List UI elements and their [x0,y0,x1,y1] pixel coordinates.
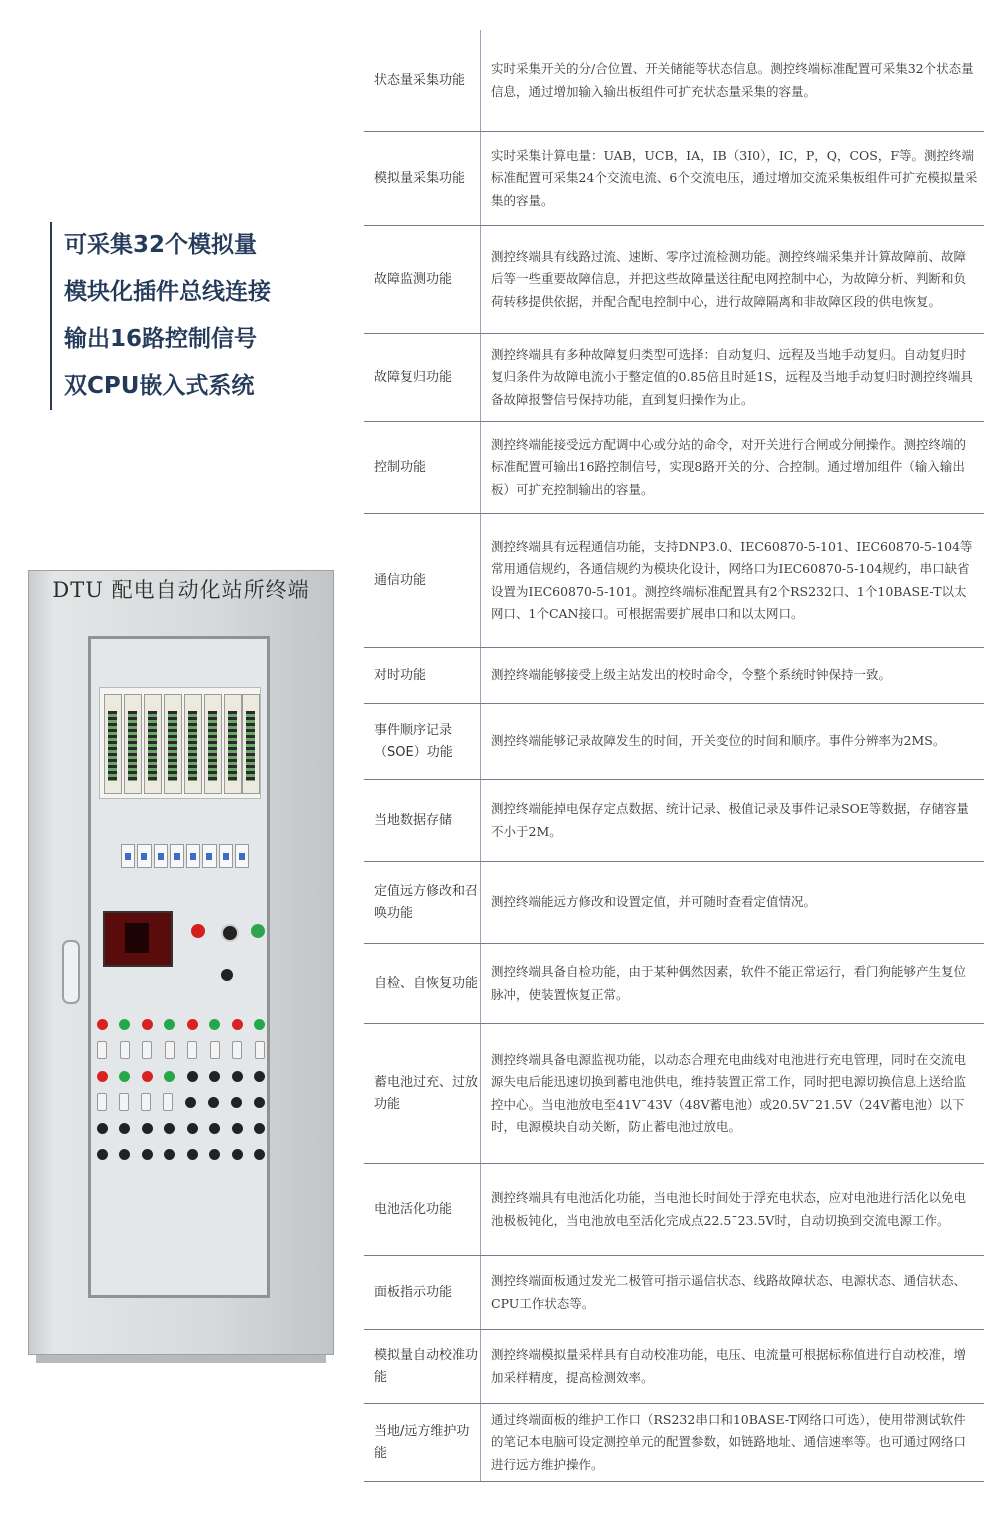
function-label: 故障复归功能 [374,369,453,385]
table-row [364,1330,984,1404]
function-label: 状态量采集功能 [374,72,466,88]
function-desc: 测控终端具备自检功能，由于某种偶然因素，软件不能正常运行，看门狗能够产生复位脉冲，使装置恢复正常。 [491,964,967,1002]
selector-switch-icon [221,924,239,942]
table-row [364,334,984,422]
cabinet-base [36,1355,326,1363]
function-label: 定值远方修改和召唤功能 [374,883,479,921]
feature-list [50,222,271,410]
table-row [364,1164,984,1256]
breaker-row [121,844,249,868]
function-desc: 测控终端具有线路过流、速断、零序过流检测功能。测控终端采集并计算故障前、故障后等一些重要故障信息，并把这些故障量送往配电网控制中心，为故障分析、判断和负荷转移提供依据，并配合配电控制中心，进行故障隔离和非故障区段的供电恢复。 [491,248,967,309]
table-row [364,30,984,132]
feature-item: 模块化插件总线连接 [64,279,271,305]
function-desc: 测控终端具有电池活化功能，当电池长时间处于浮充电状态，应对电池进行活化以免电池极板钝化，当电池放电至活化完成点22.5¯23.5V时，自动切换到交流电源工作。 [491,1190,967,1228]
table-row [364,422,984,514]
feature-item: 可采集32个模拟量 [64,232,258,258]
control-button-grid [97,1011,265,1167]
terminal-rack [99,687,261,799]
function-desc: 测控终端具有远程通信功能，支持DNP3.0、IEC60870-5-101、IEC60870-5-104等常用通信规约，各通信规约为模块化设计，网络口为IEC60870-5-104规约，串口缺省设置为IEC60870-5-101。测控终端标准配置具有2个RS232口、1个10BASE-T以太网口、1个CAN接口。可根据需要扩展串口和以太网口。 [491,538,973,621]
green-indicator-icon [251,924,265,938]
table-row [364,780,984,862]
function-label: 电池活化功能 [374,1201,453,1217]
door-handle [62,940,80,1004]
feature-item: 输出16路控制信号 [64,326,258,352]
table-row [364,704,984,780]
table-row [364,132,984,226]
table-row [364,514,984,648]
function-label: 对时功能 [374,667,427,683]
cabinet-window [88,636,270,1298]
function-label: 模拟量采集功能 [374,170,466,186]
function-desc: 测控终端能远方修改和设置定值，并可随时查看定值情况。 [491,894,817,910]
function-desc: 测控终端能掉电保存定点数据、统计记录、极值记录及事件记录SOE等数据，存储容量不小于2M。 [491,801,969,839]
table-row [364,1404,984,1482]
function-desc: 测控终端具备电源监视功能，以动态合理充电曲线对电池进行充电管理，同时在交流电源失电后能迅速切换到蓄电池供电，维持装置正常工作，同时把电源切换信息上送给监控中心。当电池放电至41V¯43V（48V蓄电池）或20.5V¯21.5V（24V蓄电池）以下时，电源模块自动关断，防止蓄电池过放电。 [491,1051,967,1134]
function-desc: 通过终端面板的维护工作口（RS232串口和10BASE-T网络口可选），使用带测试软件的笔记本电脑可设定测控单元的配置参数，如链路地址、通信速率等。也可通过网络口进行远方维护操作。 [491,1411,967,1472]
red-indicator-icon [191,924,205,938]
function-label: 蓄电池过充、过放功能 [374,1074,479,1112]
function-desc: 测控终端具有多种故障复归类型可选择：自动复归、远程及当地手动复归。自动复归时复归条件为故障电流小于整定值的0.85倍且时延1S，远程及当地手动复归时测控终端具备故障报警信号保持功能，直到复归操作为止。 [491,346,973,407]
table-row [364,944,984,1024]
cabinet-title: DTU 配电自动化站所终端 [52,578,310,602]
table-row [364,1256,984,1330]
function-label: 当地/远方维护功能 [374,1423,470,1461]
table-row [364,862,984,944]
function-desc: 测控终端能够接受上级主站发出的校时命令，令整个系统时钟保持一致。 [491,667,892,683]
reset-button-icon [221,969,233,981]
feature-item: 双CPU嵌入式系统 [64,373,255,399]
function-label: 控制功能 [374,459,427,475]
table-row [364,1024,984,1164]
function-label: 自检、自恢复功能 [374,975,479,991]
display-module [103,911,173,967]
function-label: 通信功能 [374,572,427,588]
table-row [364,648,984,704]
function-desc: 测控终端模拟量采样具有自动校准功能，电压、电流量可根据标称值进行自动校准，增加采样精度，提高检测效率。 [491,1347,967,1385]
function-desc: 实时采集计算电量：UAB，UCB，IA，IB（3I0），IC，P，Q，COS，F等。测控终端标准配置可采集24个交流电流、6个交流电压，通过增加交流采集板组件可扩充模拟量采集的容量。 [491,147,978,208]
function-label: 模拟量自动校准功能 [374,1347,479,1385]
function-desc: 实时采集开关的分/合位置、开关储能等状态信息。测控终端标准配置可采集32个状态量信息，通过增加输入输出板组件可扩充状态量采集的容量。 [491,61,974,99]
dtu-cabinet-image [28,570,334,1363]
function-label: 事件顺序记录（SOE）功能 [374,722,453,760]
function-desc: 测控终端面板通过发光二极管可指示遥信状态、线路故障状态、电源状态、通信状态、CPU工作状态等。 [491,1273,967,1311]
function-desc: 测控终端能接受远方配调中心或分站的命令，对开关进行合闸或分闸操作。测控终端的标准配置可输出16路控制信号，实现8路开关的分、合控制。通过增加组件（输入输出板）可扩充控制输出的容量。 [491,436,967,497]
table-row [364,226,984,334]
function-table [364,30,984,1482]
function-label: 当地数据存储 [374,812,453,828]
function-desc: 测控终端能够记录故障发生的时间，开关变位的时间和顺序。事件分辨率为2MS。 [491,733,946,749]
function-label: 故障监测功能 [374,271,453,287]
function-label: 面板指示功能 [374,1284,453,1300]
